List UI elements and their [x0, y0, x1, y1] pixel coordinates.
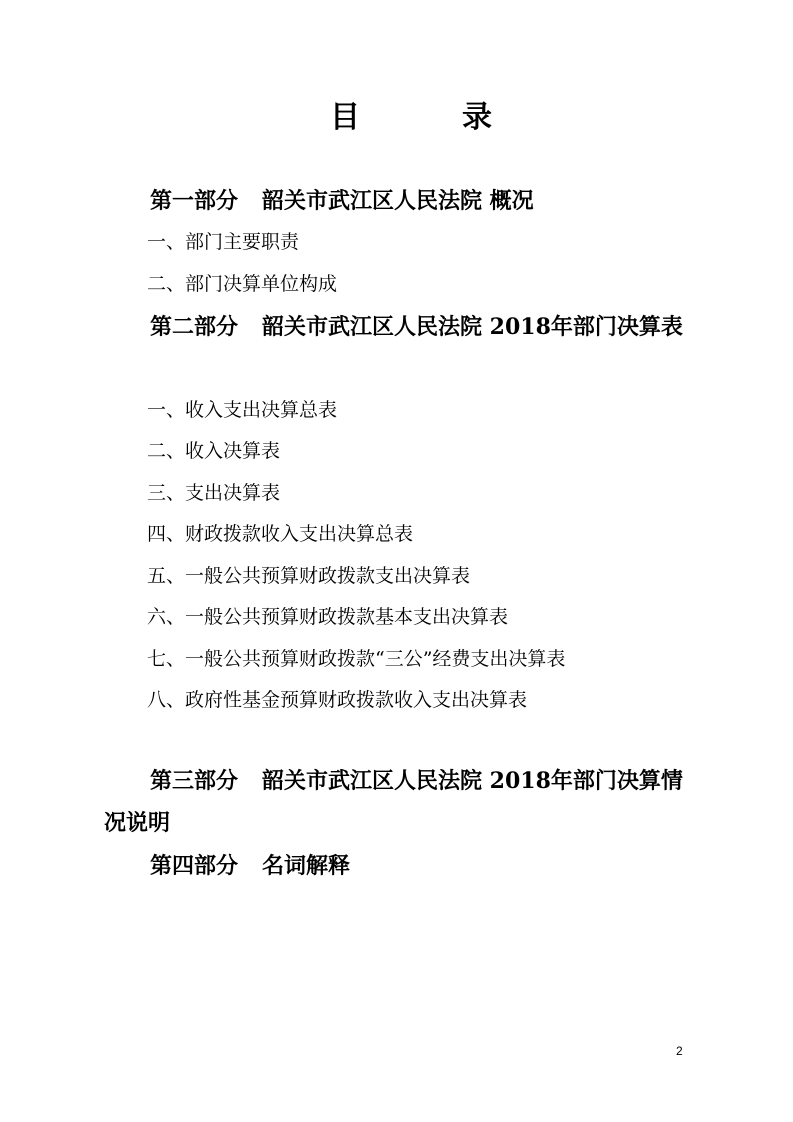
toc-title-char-1: 目 — [330, 100, 360, 135]
toc-item-2-4[interactable]: 四、财政拨款收入支出决算总表 — [147, 523, 414, 545]
toc-item-2-5[interactable]: 五、一般公共预算财政拨款支出决算表 — [147, 565, 471, 587]
toc-item-2-3[interactable]: 三、支出决算表 — [147, 482, 281, 504]
toc-part-4[interactable] — [104, 845, 704, 887]
page-number: 2 — [676, 1044, 683, 1058]
toc-item-2-2[interactable]: 二、收入决算表 — [147, 440, 281, 462]
part-text: 韶关市武江区人民法院 2018年部门决算情况说明 — [104, 768, 683, 836]
toc-title — [0, 98, 793, 138]
toc-item-1-2[interactable]: 二、部门决算单位构成 — [147, 273, 338, 295]
part-label: 第四部分 — [150, 853, 239, 879]
toc-part-1[interactable] — [104, 180, 704, 222]
toc-part-3[interactable] — [104, 760, 704, 844]
toc-item-2-1[interactable]: 一、收入支出决算总表 — [147, 399, 338, 421]
part-text: 韶关市武江区人民法院 概况 — [262, 188, 534, 214]
part-label: 第一部分 — [150, 188, 239, 214]
part-text: 韶关市武江区人民法院 2018年部门决算表 — [262, 314, 683, 340]
toc-item-2-6[interactable]: 六、一般公共预算财政拨款基本支出决算表 — [147, 606, 509, 628]
part-label: 第二部分 — [150, 314, 239, 340]
toc-title-char-2: 录 — [462, 100, 492, 135]
toc-part-2[interactable] — [104, 306, 704, 348]
toc-item-2-7[interactable]: 七、一般公共预算财政拨款“三公”经费支出决算表 — [147, 648, 566, 670]
part-text: 名词解释 — [262, 853, 351, 879]
toc-item-1-1[interactable]: 一、部门主要职责 — [147, 231, 300, 253]
part-label: 第三部分 — [150, 768, 239, 794]
toc-item-2-8[interactable]: 八、政府性基金预算财政拨款收入支出决算表 — [147, 689, 528, 711]
